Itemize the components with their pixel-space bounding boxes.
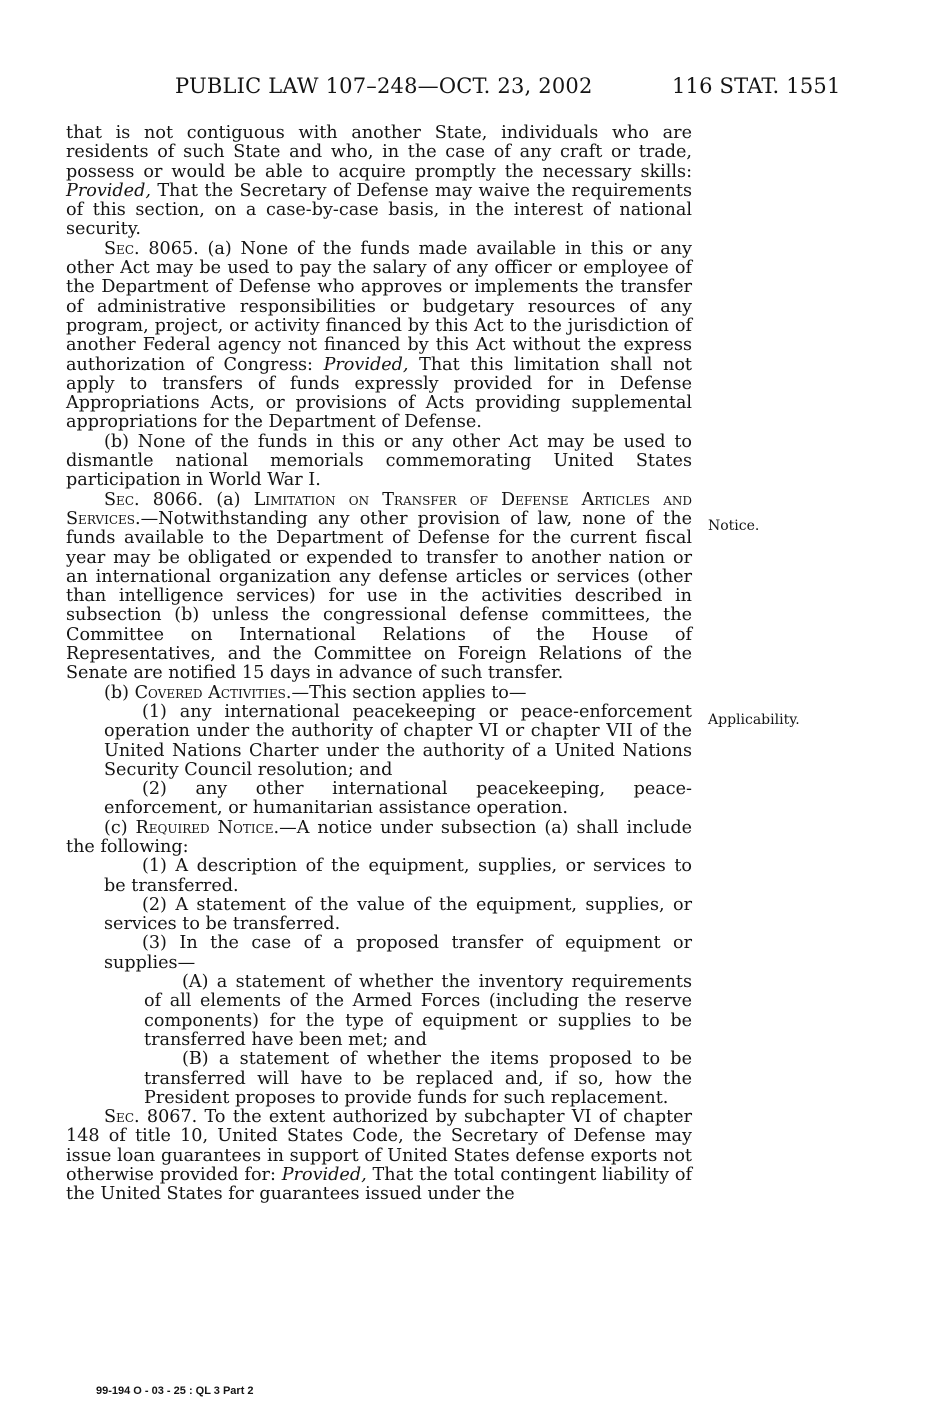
margin-note-notice: Notice. bbox=[708, 518, 760, 534]
section-8066-b-1: (1) any international peacekeeping or peace-enforcement operation under the authority of chapter VI or chapter VII of the United Nations Charter under the authority of a United Nations Security Council resolution; and bbox=[104, 701, 692, 780]
section-8066-c-3: (3) In the case of a proposed transfer of equipment or supplies— bbox=[104, 933, 692, 973]
law-text bbox=[66, 124, 692, 1205]
footer-code: 99-194 O - 03 - 25 : QL 3 Part 2 bbox=[96, 1385, 254, 1397]
section-8065: Sec. 8065. (a) None of the funds made available in this or any other Act may be used to pay the salary of any officer or employee of the Department of Defense who approves or implements the transfer of administrative responsibilities or budgetary resources of any program, project, or activity financed by this Act to the jurisdiction of another Federal agency not financed by this Act without the express authorization of Congress: Provided, That this limitation shall not apply to transfers of funds expressly provided for in Defense Appropriations Acts, or provisions of Acts providing supplemental appropriations for the Department of Defense. bbox=[66, 238, 692, 433]
section-8066-c-3-A: (A) a statement of whether the inventory requirements of all elements of the Armed Forces (including the reserve components) for the type of equipment or supplies to be transferred have been met; and bbox=[144, 972, 692, 1050]
section-8067: Sec. 8067. To the extent authorized by subchapter VI of chapter 148 of title 10, United States Code, the Secretary of Defense may issue loan guarantees in support of United States defense exports not otherwise provided for: Provided, That the total contingent liability of the United States for guarantees issued under the bbox=[66, 1107, 692, 1205]
running-title: PUBLIC LAW 107–248—OCT. 23, 2002 bbox=[175, 74, 593, 98]
section-8065-b: (b) None of the funds in this or any other Act may be used to dismantle national memorials commemorating United States participation in World War I. bbox=[66, 431, 692, 491]
section-8066-b: (b) Covered Activities.—This section applies to— bbox=[104, 682, 527, 703]
stat-page-number: 116 STAT. 1551 bbox=[672, 74, 841, 98]
section-8066-c-3-B: (B) a statement of whether the items proposed to be transferred will have to be replaced and, if so, how the President proposes to provide funds for such replacement. bbox=[144, 1049, 692, 1108]
paragraph-continuation: that is not contiguous with another State, individuals who are residents of such State and who, in the case of any craft or trade, possess or would be able to acquire promptly the necessary skills: Provided, That the Secretary of Defense may waive the requirements of this section, on a case-by-case basis, in the interest of national security. bbox=[66, 123, 692, 240]
section-8066-c-2: (2) A statement of the value of the equipment, supplies, or services to be transferred. bbox=[104, 894, 692, 935]
page-header bbox=[0, 74, 940, 104]
section-8066-c: (c) Required Notice.—A notice under subsection (a) shall include the following: bbox=[66, 817, 692, 857]
margin-note-applicability: Applicability. bbox=[708, 712, 800, 728]
section-8066: Sec. 8066. (a) Limitation on Transfer of Defense Articles and Services.—Notwithstanding any other provision of law, none of the funds available to the Department of Defense for the current fiscal year may be obligated or expended to transfer to another nation or an international organization any defense articles or services (other than intelligence services) for use in the activities described in subsection (b) unless the congressional defense committees, the Committee on International Relations of the House of Representatives, and the Committee on Foreign Relations of the Senate are notified 15 days in advance of such transfer. bbox=[66, 489, 692, 684]
section-8066-b-2: (2) any other international peacekeeping, peace-enforcement, or humanitarian assistance operation. bbox=[104, 779, 692, 819]
section-8066-c-1: (1) A description of the equipment, supplies, or services to be transferred. bbox=[104, 856, 692, 896]
